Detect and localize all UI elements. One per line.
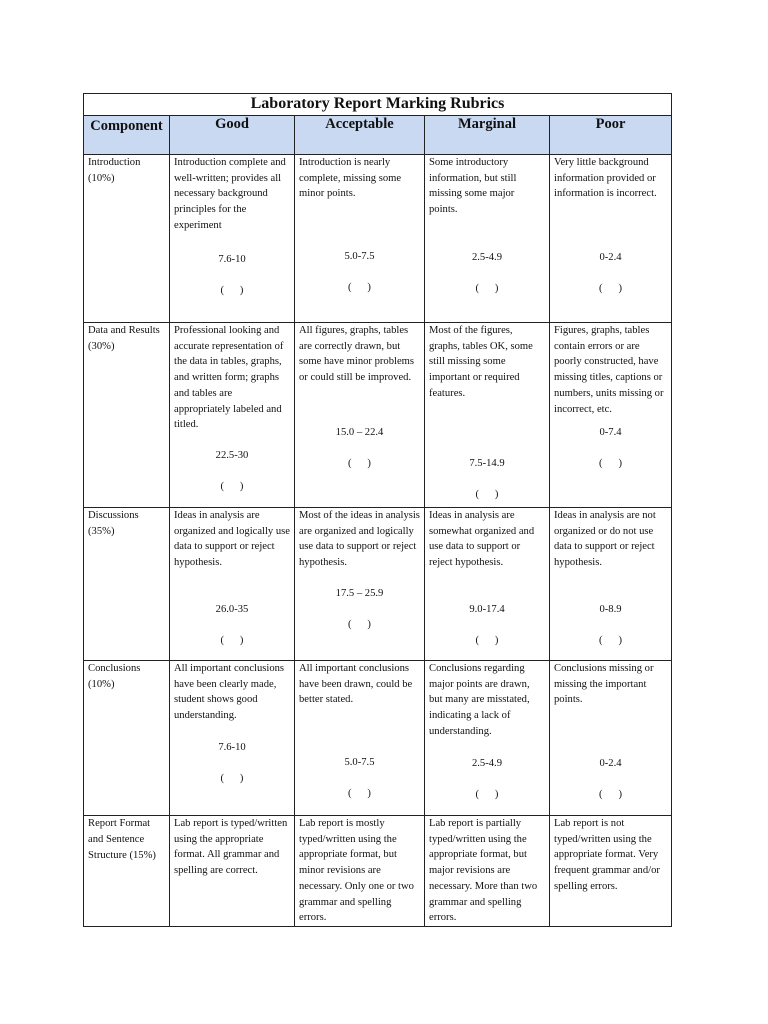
criteria-text: Lab report is not typed/written using the appropriate format. Very frequent grammar and/or spelling errors. [554, 818, 660, 892]
rubric-cell [170, 816, 295, 927]
score-blank[interactable]: ( ) [348, 788, 371, 800]
criteria-text: All figures, graphs, tables are correctly drawn, but some have minor problems or could still be improved. [299, 325, 415, 384]
header-row [84, 116, 672, 155]
score-range: 7.5-14.9 [469, 457, 505, 469]
score-range: 22.5-30 [215, 449, 249, 461]
criteria-text: Lab report is typed/written using the appropriate format. All grammar and spelling are correct. [174, 818, 288, 877]
rubric-cell [170, 508, 295, 661]
criteria-text: Most of the figures, graphs, tables OK, some still missing some important or required features. [429, 325, 533, 399]
score-blank[interactable]: ( ) [599, 634, 622, 646]
criteria-text: Ideas in analysis are organized and logically use data to support or reject hypothesis. [174, 510, 291, 569]
rubric-cell [425, 816, 550, 927]
rubric-cell [295, 661, 425, 816]
criteria-text: Introduction complete and well-written; provides all necessary background principles for the experiment [174, 157, 286, 231]
criteria-text: Very little background information provided or information is incorrect. [554, 157, 657, 200]
rubric-cell [170, 155, 295, 323]
criteria-text: Conclusions regarding major points are drawn, but many are misstated, indicating a lack of understanding. [429, 663, 530, 737]
score-blank[interactable]: ( ) [475, 634, 499, 646]
component-cell: Data and Results (30%) [84, 323, 170, 508]
score-range: 0-2.4 [599, 758, 622, 770]
rubric-cell [550, 508, 672, 661]
score-blank[interactable]: ( ) [220, 772, 244, 784]
score-range: 0-2.4 [599, 252, 622, 264]
score-blank[interactable]: ( ) [220, 634, 244, 646]
rubric-cell [425, 155, 550, 323]
score-range: 2.5-4.9 [471, 757, 502, 769]
table-row [84, 323, 672, 508]
score-blank[interactable]: ( ) [599, 458, 622, 470]
rubric-cell [550, 155, 672, 323]
score-range: 15.0 – 22.4 [335, 426, 384, 438]
criteria-text: Lab report is partially typed/written using the appropriate format, but major revisions are necessary. More than two grammar and spelling errors. [429, 818, 538, 924]
score-range: 7.6-10 [218, 253, 246, 265]
header-good: Good [170, 116, 295, 155]
component-cell: Introduction (10%) [84, 155, 170, 323]
table-row [84, 155, 672, 323]
component-cell: Conclusions (10%) [84, 661, 170, 816]
score-blank[interactable]: ( ) [348, 457, 371, 469]
score-range: 26.0-35 [215, 603, 249, 615]
rubric-table [83, 93, 672, 927]
rubric-cell [425, 508, 550, 661]
score-blank[interactable]: ( ) [475, 488, 499, 500]
score-blank[interactable]: ( ) [475, 282, 499, 294]
score-range: 9.0-17.4 [469, 603, 505, 615]
table-row [84, 816, 672, 927]
criteria-text: Figures, graphs, tables contain errors or are poorly constructed, have missing titles, captions or numbers, units missing or incorrect, etc. [554, 325, 664, 415]
header-component: Component [84, 116, 170, 155]
table-row [84, 508, 672, 661]
rubric-cell [550, 661, 672, 816]
criteria-text: Conclusions missing or missing the important points. [554, 663, 654, 706]
rubric-cell [295, 816, 425, 927]
rubric-cell [170, 661, 295, 816]
header-poor: Poor [550, 116, 672, 155]
score-blank[interactable]: ( ) [475, 788, 499, 800]
score-range: 17.5 – 25.9 [335, 587, 384, 599]
rubric-cell [295, 508, 425, 661]
component-cell: Report Format and Sentence Structure (15%) [84, 816, 170, 927]
score-range: 2.5-4.9 [471, 251, 502, 263]
criteria-text: Lab report is mostly typed/written using the appropriate format, but minor revisions are necessary. Only one or two grammar and spelling errors. [299, 818, 414, 924]
score-range: 5.0-7.5 [344, 757, 375, 769]
rubric-cell [295, 323, 425, 508]
score-blank[interactable]: ( ) [348, 618, 371, 630]
rubric-cell [425, 661, 550, 816]
header-acceptable: Acceptable [295, 116, 425, 155]
rubric-cell [550, 816, 672, 927]
score-range: 0-7.4 [599, 427, 622, 439]
table-title: Laboratory Report Marking Rubrics [84, 94, 672, 116]
rubric-cell [425, 323, 550, 508]
criteria-text: Introduction is nearly complete, missing some minor points. [299, 157, 402, 200]
criteria-text: Ideas in analysis are not organized or do not use data to support or reject hypothesis. [554, 510, 656, 569]
score-range: 5.0-7.5 [344, 251, 375, 263]
criteria-text: Some introductory information, but still missing some major points. [429, 157, 517, 216]
rubric-cell [170, 323, 295, 508]
score-blank[interactable]: ( ) [599, 789, 622, 801]
table-row [84, 661, 672, 816]
rubric-cell [550, 323, 672, 508]
score-range: 0-8.9 [599, 603, 622, 615]
score-blank[interactable]: ( ) [220, 284, 244, 296]
criteria-text: All important conclusions have been drawn, could be better stated. [299, 663, 413, 706]
score-range: 7.6-10 [218, 741, 246, 753]
header-marginal: Marginal [425, 116, 550, 155]
component-cell: Discussions (35%) [84, 508, 170, 661]
criteria-text: Ideas in analysis are somewhat organized and use data to support or reject hypothesis. [429, 510, 535, 569]
criteria-text: Professional looking and accurate representation of the data in tables, graphs, and written form; graphs and tables are appropriately labeled and titled. [174, 325, 284, 431]
rubric-cell [295, 155, 425, 323]
score-blank[interactable]: ( ) [348, 282, 371, 294]
score-blank[interactable]: ( ) [220, 480, 244, 492]
score-blank[interactable]: ( ) [599, 283, 622, 295]
criteria-text: Most of the ideas in analysis are organized and logically use data to support or reject hypothesis. [299, 510, 420, 569]
criteria-text: All important conclusions have been clearly made, student shows good understanding. [174, 663, 285, 722]
